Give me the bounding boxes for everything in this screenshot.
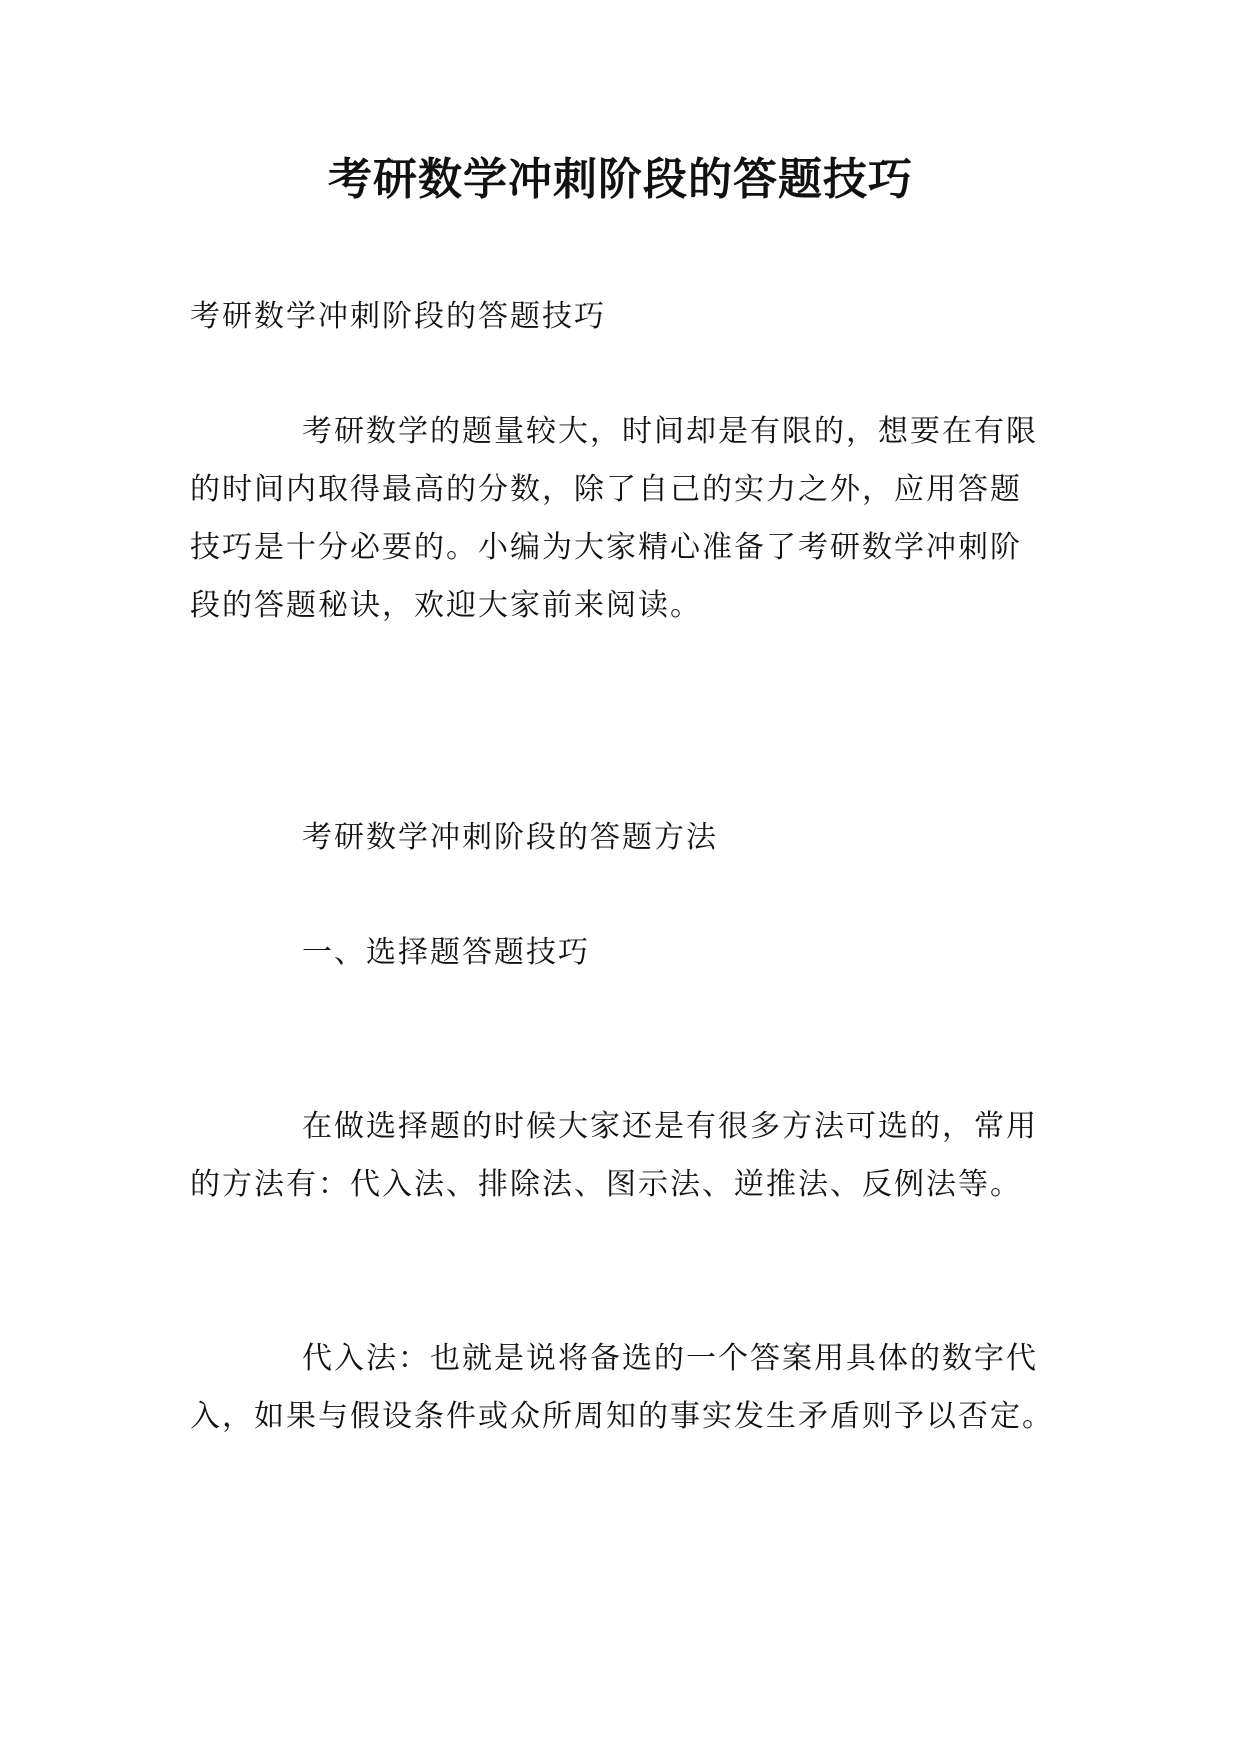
methods-line-2: 的方法有：代入法、排除法、图示法、逆推法、反例法等。 [190,1167,1022,1202]
intro-line-2: 的时间内取得最高的分数，除了自己的实力之外，应用答题 [190,472,1022,507]
substitution-line-2: 入，如果与假设条件或众所周知的事实发生矛盾则予以否定。 [190,1399,1054,1434]
subsection-heading: 一、选择题答题技巧 [302,935,590,970]
document-subtitle: 考研数学冲刺阶段的答题技巧 [190,299,606,334]
methods-line-1: 在做选择题的时候大家还是有很多方法可选的，常用 [302,1109,1038,1144]
document-title: 考研数学冲刺阶段的答题技巧 [328,154,913,205]
substitution-line-1: 代入法：也就是说将备选的一个答案用具体的数字代 [302,1341,1038,1376]
intro-line-1: 考研数学的题量较大，时间却是有限的，想要在有限 [302,414,1038,449]
intro-line-4: 段的答题秘诀，欢迎大家前来阅读。 [190,588,702,623]
section-heading: 考研数学冲刺阶段的答题方法 [302,820,718,855]
intro-line-3: 技巧是十分必要的。小编为大家精心准备了考研数学冲刺阶 [190,530,1022,565]
